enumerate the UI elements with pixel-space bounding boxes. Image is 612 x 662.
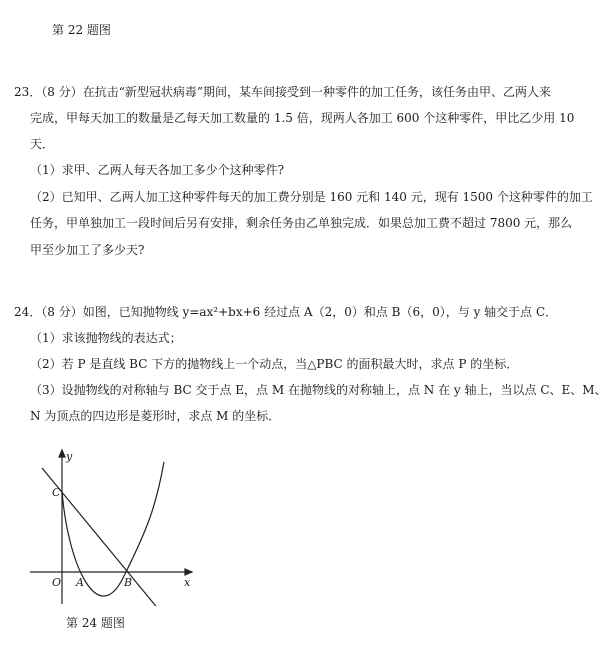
- q23-part-2-line-3: 甲至少加工了多少天?: [30, 243, 145, 257]
- q24-part-3-line-1: （3）设抛物线的对称轴与 BC 交于点 E，点 M 在抛物线的对称轴上，点 N 在 y 轴上，当以点 C、E、M、: [30, 383, 607, 397]
- label-x: x: [184, 576, 191, 589]
- q24-line-1: 24．（8 分）如图，已知抛物线 y=ax²+bx+6 经过点 A（2，0）和点 B（6，0），与 y 轴交于点 C．: [14, 305, 558, 319]
- q24-part-2: （2）若 P 是直线 BC 下方的抛物线上一个动点，当△PBC 的面积最大时，求点 P 的坐标．: [30, 357, 519, 371]
- q23-part-2-line-1: （2）已知甲、乙两人加工这种零件每天的加工费分别是 160 元和 140 元，现有 1500 个这种零件的加工: [30, 190, 593, 204]
- q23-line-2: 完成，甲每天加工的数量是乙每天加工数量的 1.5 倍，现两人各加工 600 个这种零件，甲比乙少用 10: [30, 111, 575, 125]
- label-b: B: [124, 576, 133, 589]
- label-a: A: [76, 576, 84, 589]
- q23-part-2-line-2: 任务，甲单独加工一段时间后另有安排，剩余任务由乙单独完成．如果总加工费不超过 7800 元，那么: [30, 216, 573, 230]
- q24-part-1: （1）求该抛物线的表达式；: [30, 331, 182, 345]
- label-o: O: [52, 576, 62, 589]
- q24-part-3-line-2: N 为顶点的四边形是菱形时，求点 M 的坐标．: [30, 409, 281, 423]
- y-axis-arrow: [59, 450, 65, 457]
- figure-caption-22: 第 22 题图: [52, 23, 111, 37]
- figure-caption-24: 第 24 题图: [66, 616, 125, 630]
- parabola-figure: [28, 446, 208, 606]
- q23-line-3: 天．: [30, 137, 55, 151]
- x-axis-arrow: [185, 569, 192, 575]
- label-y: y: [66, 450, 73, 463]
- label-c: C: [52, 486, 61, 499]
- q23-part-1: （1）求甲、乙两人每天各加工多少个这种零件?: [30, 163, 285, 177]
- q23-line-1: 23．（8 分）在抗击“新型冠状病毒”期间，某车间接受到一种零件的加工任务，该任务由甲、乙两人来: [14, 85, 551, 99]
